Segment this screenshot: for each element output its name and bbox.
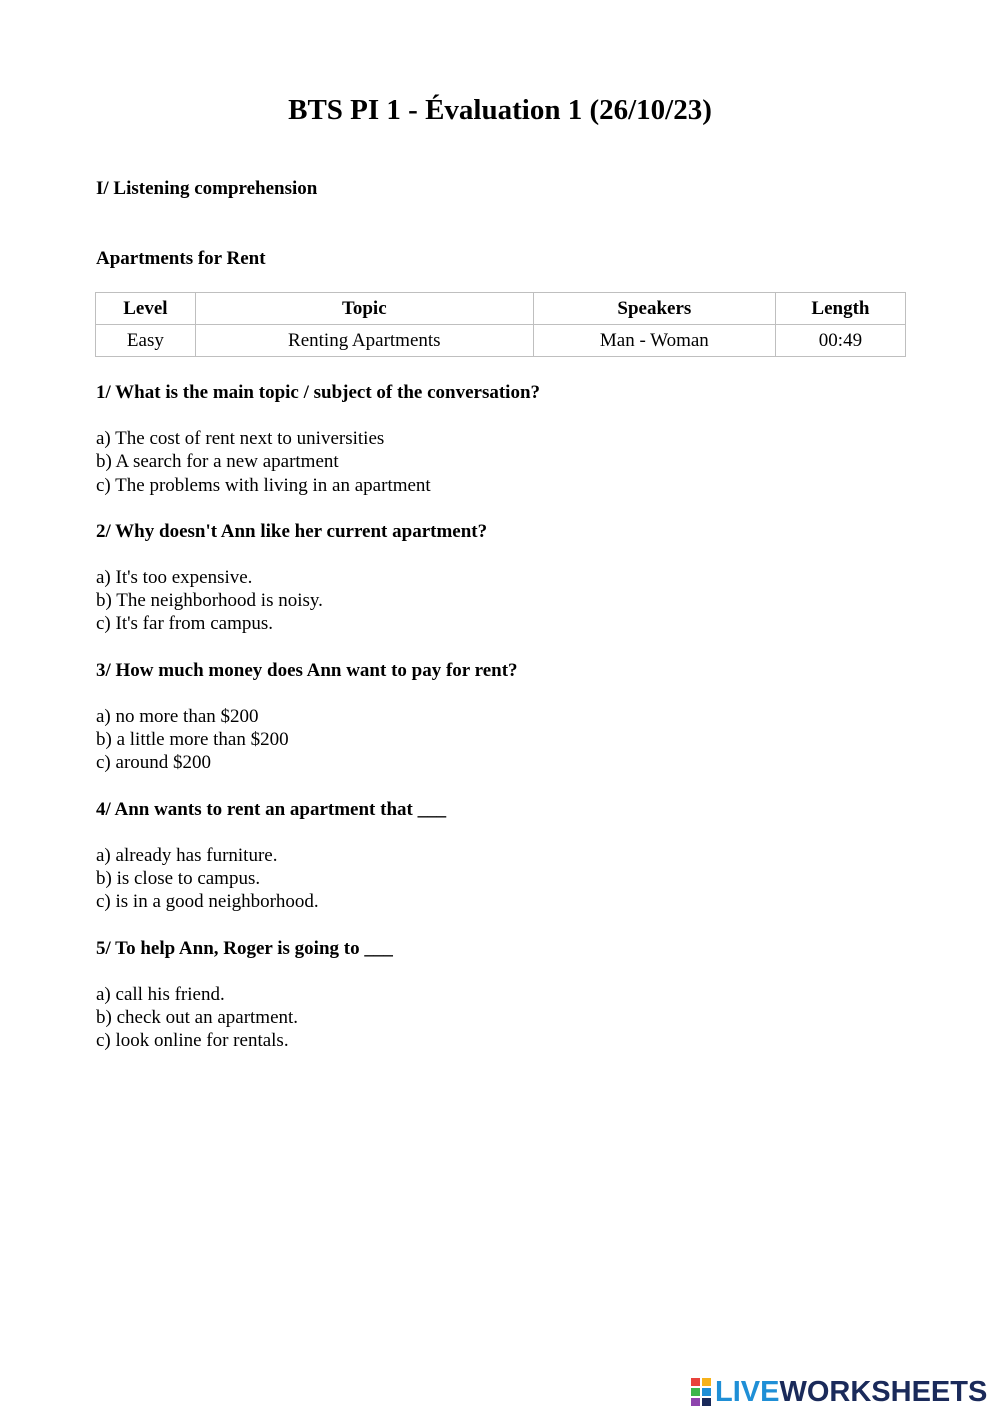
- question-text: 1/ What is the main topic / subject of the conversation?: [96, 382, 541, 403]
- answer-option: c) look online for rentals.: [96, 1030, 289, 1052]
- answer-option: b) A search for a new apartment: [96, 451, 339, 473]
- answer-option: a) no more than $200: [96, 705, 259, 727]
- page-title: BTS PI 1 - Évaluation 1 (26/10/23): [288, 94, 712, 126]
- table-cell-length: 00:49: [775, 325, 905, 357]
- question-2: [96, 520, 916, 636]
- answer-option: c) is in a good neighborhood.: [96, 891, 319, 913]
- answer-option: b) check out an apartment.: [96, 1006, 299, 1028]
- info-table: [95, 292, 906, 357]
- answer-option: c) The problems with living in an apartment: [96, 474, 431, 496]
- liveworksheets-wordmark: [715, 1375, 987, 1409]
- question-text: 2/ Why doesn't Ann like her current apartment?: [96, 520, 488, 542]
- answer-option: a) It's too expensive.: [96, 566, 253, 588]
- questions-list: [96, 381, 916, 1075]
- section-heading: I/ Listening comprehension: [96, 178, 318, 199]
- answer-option: c) It's far from campus.: [96, 613, 273, 635]
- answer-option: a) already has furniture.: [96, 844, 278, 866]
- question-1: [96, 381, 916, 497]
- question-text: 4/ Ann wants to rent an apartment that ___: [96, 798, 447, 820]
- question-5: [96, 937, 916, 1053]
- liveworksheets-logo-icon: [691, 1378, 711, 1406]
- table-cell-speakers: Man - Woman: [533, 325, 775, 357]
- table-row: [96, 325, 906, 357]
- question-4: [96, 798, 916, 914]
- table-header-speakers: Speakers: [533, 293, 775, 325]
- brand-live: LIVE: [715, 1376, 780, 1408]
- table-header-level: Level: [96, 293, 196, 325]
- table-cell-level: Easy: [96, 325, 196, 357]
- brand-worksheets: WORKSHEETS: [779, 1376, 988, 1408]
- table-cell-topic: Renting Apartments: [195, 325, 533, 357]
- answer-option: b) a little more than $200: [96, 729, 289, 751]
- answer-option: a) The cost of rent next to universities: [96, 428, 385, 449]
- question-text: 5/ To help Ann, Roger is going to ___: [96, 937, 393, 959]
- answer-option: b) The neighborhood is noisy.: [96, 590, 323, 612]
- table-header-topic: Topic: [195, 293, 533, 325]
- question-text: 3/ How much money does Ann want to pay for rent?: [96, 659, 518, 681]
- answer-option: b) is close to campus.: [96, 867, 261, 889]
- question-3: [96, 659, 916, 775]
- liveworksheets-brand: [691, 1375, 987, 1409]
- table-header-row: [96, 293, 906, 325]
- answer-option: a) call his friend.: [96, 983, 225, 1005]
- exercise-subtitle: Apartments for Rent: [96, 248, 266, 269]
- answer-option: c) around $200: [96, 752, 212, 774]
- table-header-length: Length: [775, 293, 905, 325]
